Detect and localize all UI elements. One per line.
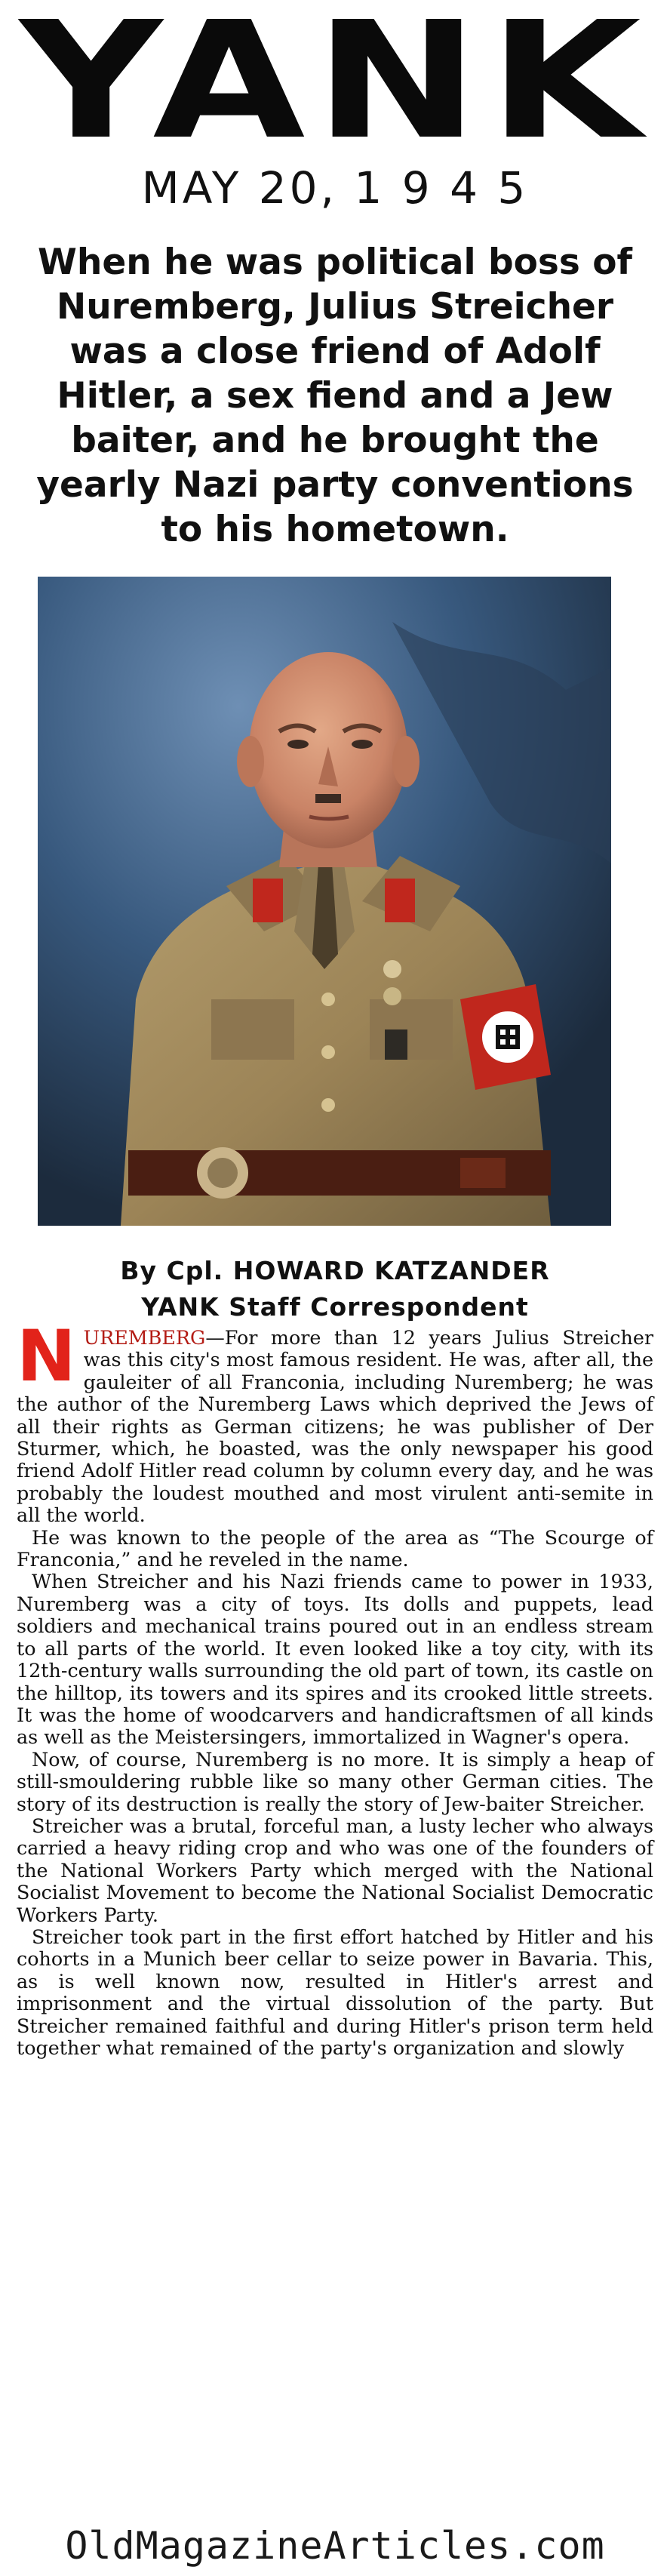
article-body (17, 1316, 653, 2059)
issue-date: MAY 20, 1 9 4 5 (141, 162, 529, 214)
site-watermark: OldMagazineArticles.com (0, 2519, 670, 2576)
article-paragraph (17, 1316, 653, 1527)
byline-role: YANK Staff Correspondent (141, 1292, 529, 1322)
portrait-image (38, 577, 611, 1226)
drop-cap: N (17, 1316, 76, 1398)
byline-author: By Cpl. HOWARD KATZANDER (120, 1256, 550, 1285)
paragraph-text: —For more than 12 years Julius Streicher was this city's most famous resident. He was, after all, the gauleiter of all Franconia, including Nuremberg; he was the author of the Nuremberg Laws which deprived the Jews of all their rights as German citizens; he was publisher of Der Sturmer, which, he boasted, was the only newspaper his good friend Adolf Hitler read column by column every day, and he was probably the loudest mouthed and most virulent anti-semite in all the world. (17, 1326, 653, 1527)
article-paragraph: Streicher was a brutal, forceful man, a lusty lecher who always carried a heavy riding crop and who was one of the founders of the National Workers Party which merged with the National Socialist Movement to become the National Socialist Democratic Workers Party. (17, 1814, 653, 1926)
article-paragraph: When Streicher and his Nazi friends came to power in 1933, Nuremberg was a city of toys. Its dolls and puppets, lead soldiers and mechanical trains poured out in an endless stream to all parts of the world. It even looked like a toy city, with its 12th-century walls surrounding the old part of town, its castle on the hilltop, its towers and its spires and its crooked little streets. It was the home of woodcarvers and handicraftsmen of all kinds as well as the Meistersingers, immortalized in Wagner's opera. (17, 1570, 653, 1749)
dateline: UREMBERG (83, 1326, 206, 1349)
portrait-painting-icon (38, 577, 611, 1226)
byline (0, 1253, 670, 1325)
article-paragraph: Now, of course, Nuremberg is no more. It is simply a heap of still-smouldering rubble like so many other German cities. The story of its destruction is really the story of Jew-baiter Streicher. (17, 1747, 653, 1815)
masthead-title: YANK (20, 0, 650, 175)
headline-deck: When he was political boss of Nuremberg, Julius Streicher was a close friend of Adolf Hitler, a sex fiend and a Jew baiter, and he brought the yearly Nazi party conventions to his hometown. (36, 242, 634, 550)
article-paragraph: He was known to the people of the area as “The Scourge of Franconia,” and he reveled in the name. (17, 1525, 653, 1571)
article-paragraph: Streicher took part in the first effort hatched by Hitler and his cohorts in a Munich beer cellar to seize power in Bavaria. This, as is well known now, resulted in Hitler's arrest and imprisonment and the virtual dissolution of the party. But Streicher remained faithful and during Hitler's prison term held together what remained of the party's organization and slowly (17, 1925, 653, 2059)
